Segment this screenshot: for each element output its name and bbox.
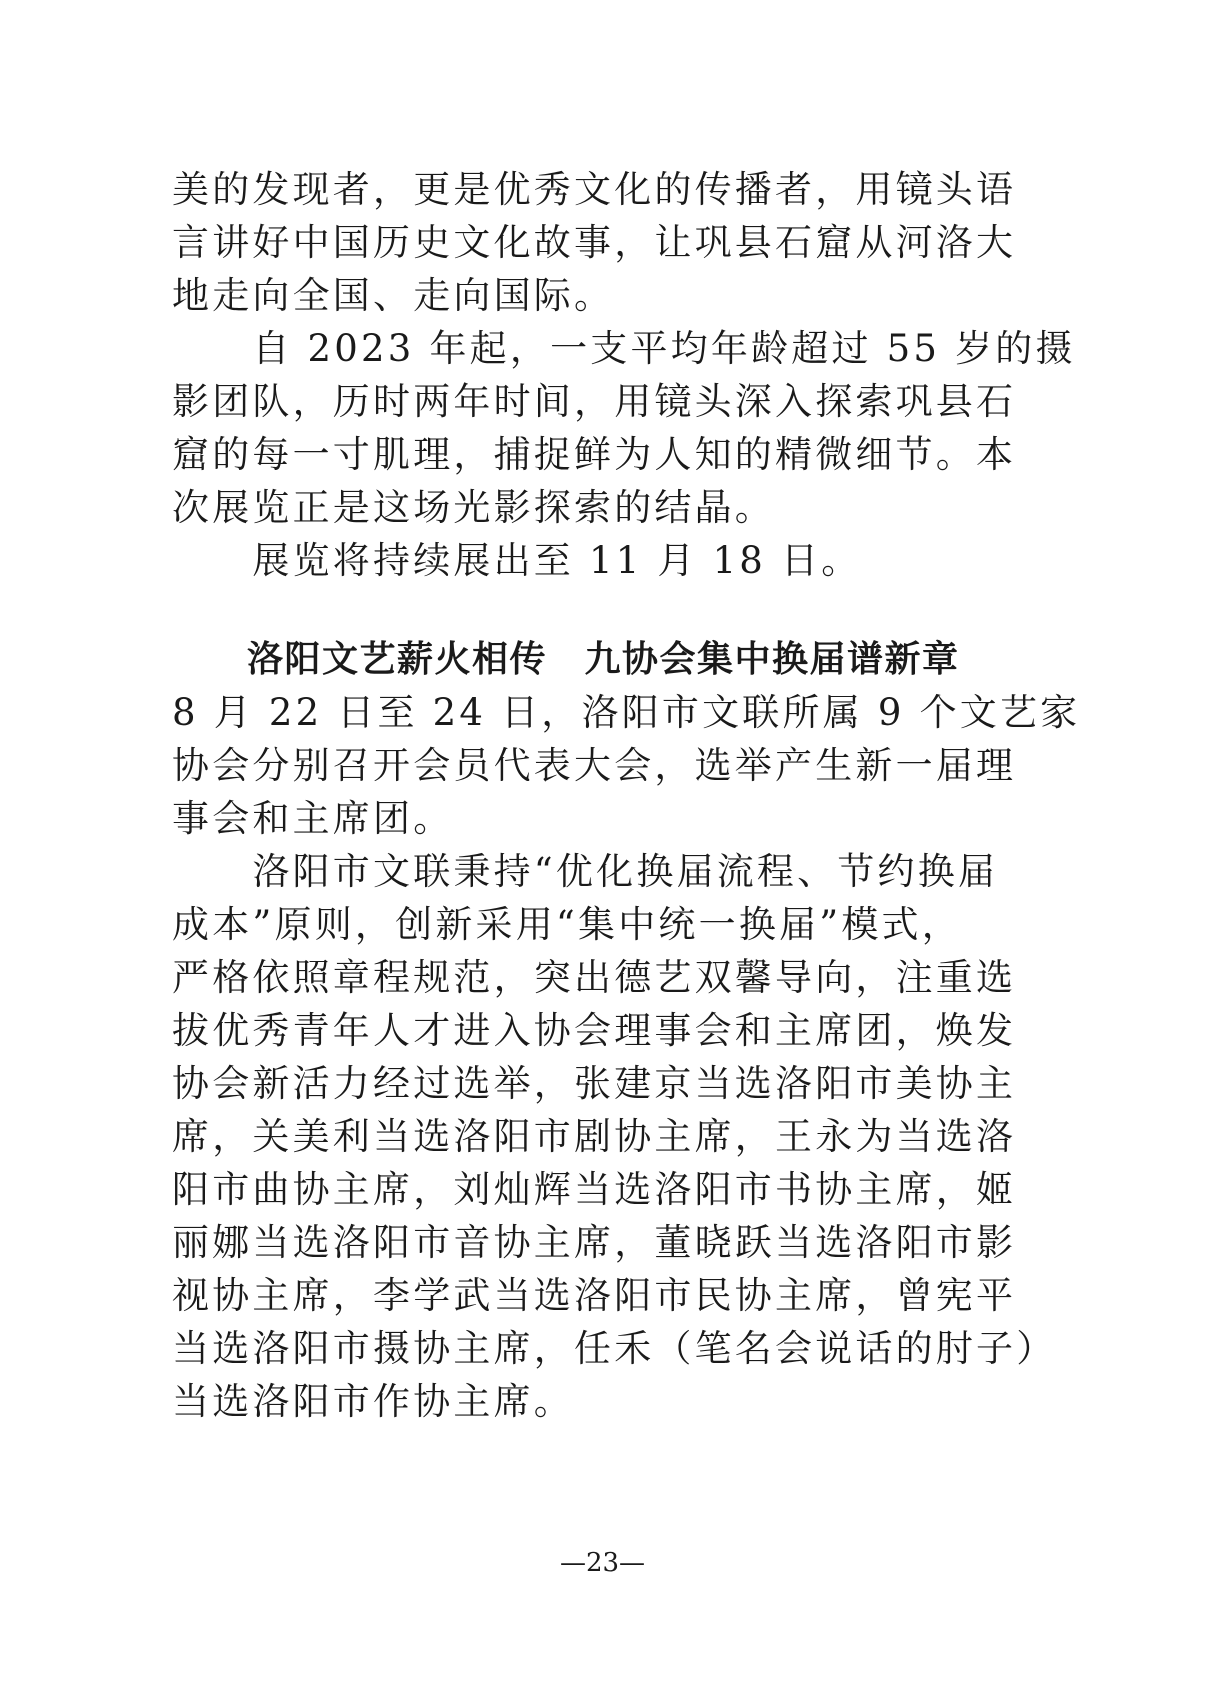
text-line: 视协主席，李学武当选洛阳市民协主席，曾宪平	[172, 1274, 1017, 1317]
article-title: 洛阳文艺薪火相传 九协会集中换届谱新章	[172, 639, 960, 680]
text-line: 言讲好中国历史文化故事，让巩县石窟从河洛大	[172, 221, 1017, 264]
text-line: 次展览正是这场光影探索的结晶。	[172, 486, 775, 529]
text-line: 窟的每一寸肌理，捕捉鲜为人知的精微细节。本	[172, 433, 1017, 476]
text-line: 阳市曲协主席，刘灿辉当选洛阳市书协主席，姬	[172, 1168, 1017, 1211]
text-line: 协会新活力经过选举，张建京当选洛阳市美协主	[172, 1062, 1017, 1105]
text-line: 当选洛阳市摄协主席，任禾（笔名会说话的肘子）	[172, 1327, 1057, 1370]
page-number: —23—	[559, 1548, 646, 1578]
text-line: 8 月 22 日至 24 日，洛阳市文联所属 9 个文艺家	[172, 691, 1081, 734]
text-line: 展览将持续展出至 11 月 18 日。	[172, 539, 862, 582]
text-line: 事会和主席团。	[172, 797, 454, 840]
text-line: 严格依照章程规范，突出德艺双馨导向，注重选	[172, 956, 1017, 999]
text-line: 当选洛阳市作协主席。	[172, 1380, 574, 1423]
text-line: 丽娜当选洛阳市音协主席，董晓跃当选洛阳市影	[172, 1221, 1017, 1264]
text-line: 成本”原则，创新采用“集中统一换届”模式，	[172, 903, 962, 946]
text-line: 自 2023 年起，一支平均年龄超过 55 岁的摄	[172, 327, 1076, 370]
text-line: 地走向全国、走向国际。	[172, 274, 615, 317]
text-line: 美的发现者，更是优秀文化的传播者，用镜头语	[172, 168, 1017, 211]
text-line: 洛阳市文联秉持“优化换届流程、节约换届	[172, 850, 999, 893]
text-line: 席，关美利当选洛阳市剧协主席，王永为当选洛	[172, 1115, 1017, 1158]
text-line: 影团队，历时两年时间，用镜头深入探索巩县石	[172, 380, 1017, 423]
text-line: 拔优秀青年人才进入协会理事会和主席团，焕发	[172, 1009, 1017, 1052]
text-line: 协会分别召开会员代表大会，选举产生新一届理	[172, 744, 1017, 787]
